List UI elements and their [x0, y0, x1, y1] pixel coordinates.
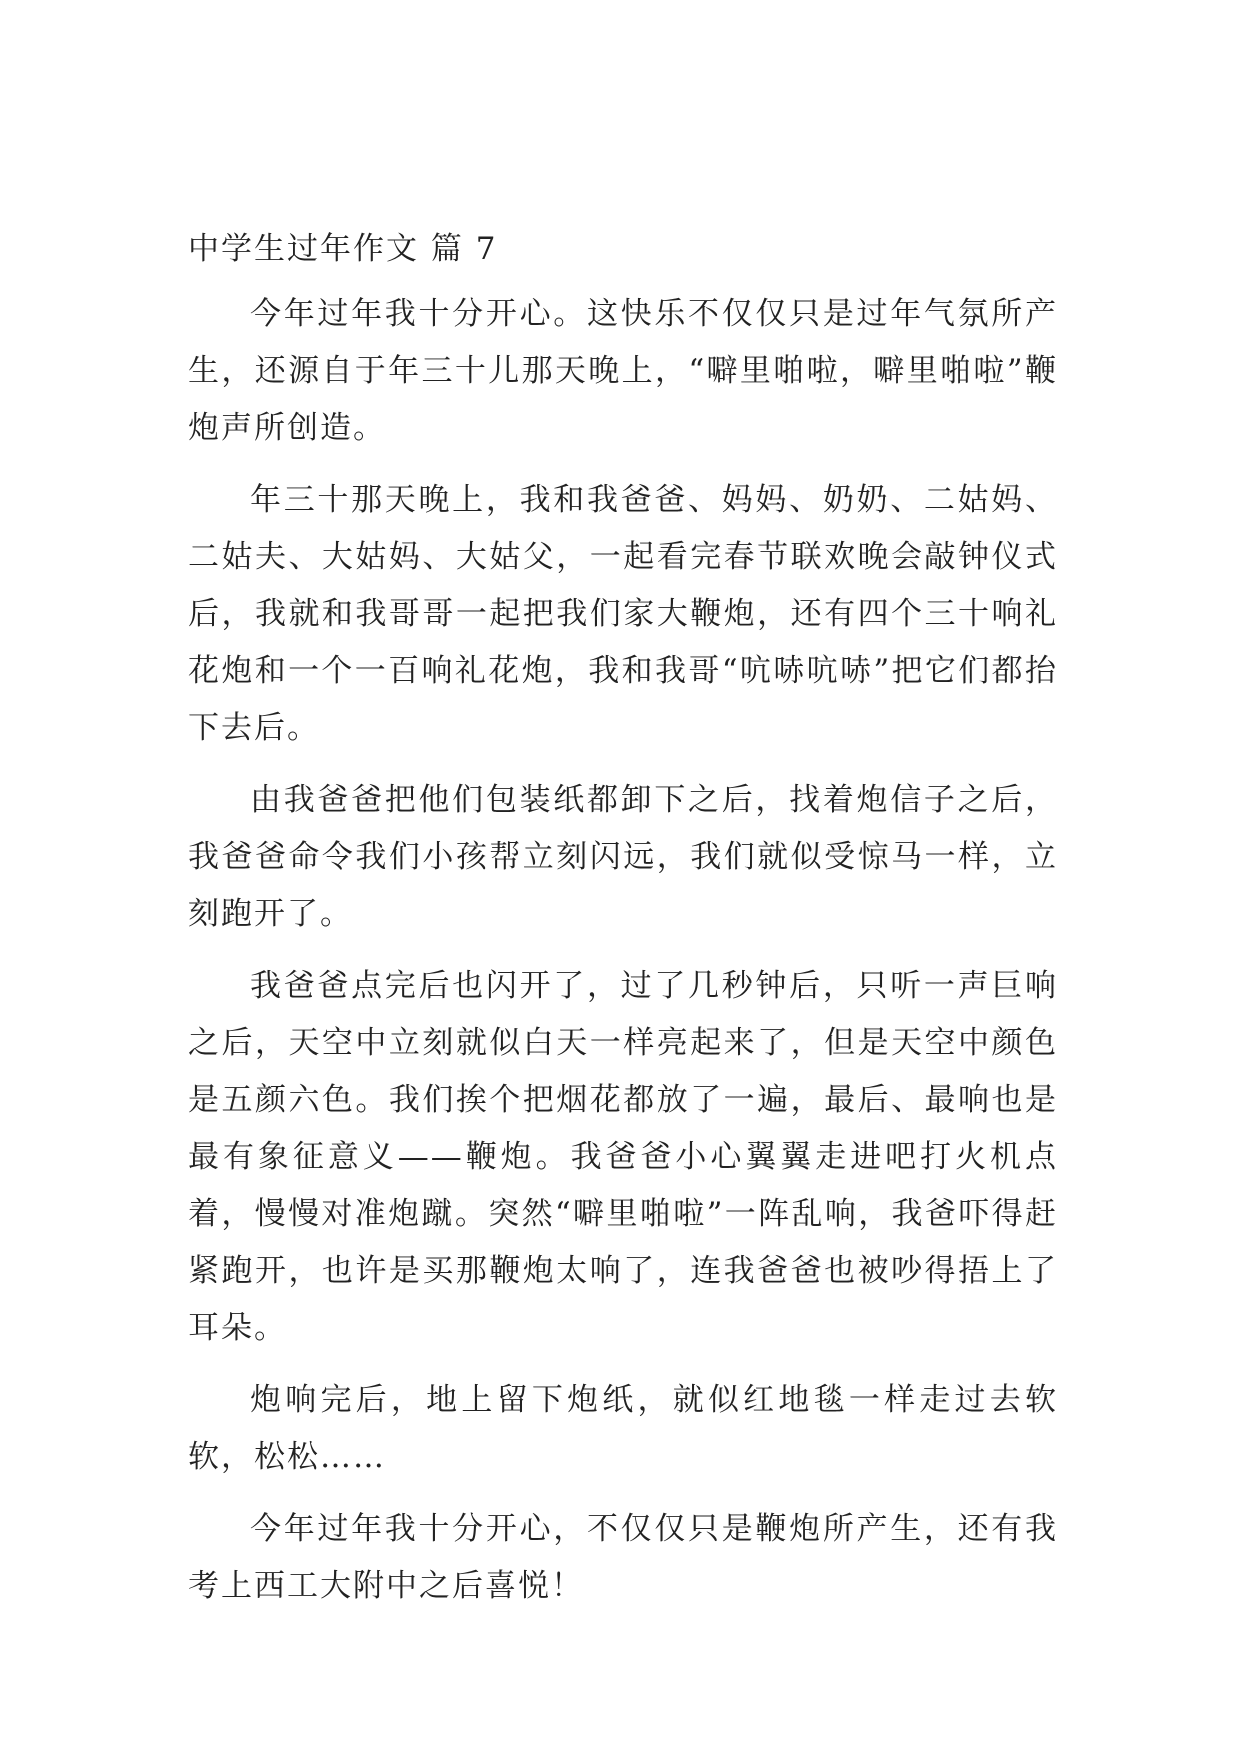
document-content — [188, 226, 1058, 1630]
paragraph-2: 年三十那天晚上，我和我爸爸、妈妈、奶奶、二姑妈、二姑夫、大姑妈、大姑父，一起看完春节联欢晚会敲钟仪式后，我就和我哥哥一起把我们家大鞭炮，还有四个三十响礼花炮和一个一百响礼花炮，我和我哥“吭哧吭哧”把它们都抬下去后。 — [188, 482, 1058, 746]
paragraph-5: 炮响完后，地上留下炮纸，就似红地毯一样走过去软软，松松…… — [188, 1382, 1058, 1475]
document-title: 中学生过年作文 篇 7 — [188, 231, 498, 267]
paragraph-1: 今年过年我十分开心。这快乐不仅仅只是过年气氛所产生，还源自于年三十儿那天晚上，“噼里啪啦，噼里啪啦”鞭炮声所创造。 — [188, 296, 1058, 446]
paragraph-4: 我爸爸点完后也闪开了，过了几秒钟后，只听一声巨响之后，天空中立刻就似白天一样亮起来了，但是天空中颜色是五颜六色。我们挨个把烟花都放了一遍，最后、最响也是最有象征意义——鞭炮。我爸爸小心翼翼走进吧打火机点着，慢慢对准炮蹴。突然“噼里啪啦”一阵乱响，我爸吓得赶紧跑开，也许是买那鞭炮太响了，连我爸爸也被吵得捂上了耳朵。 — [188, 968, 1058, 1346]
paragraph-3: 由我爸爸把他们包装纸都卸下之后，找着炮信子之后，我爸爸命令我们小孩帮立刻闪远，我们就似受惊马一样，立刻跑开了。 — [188, 782, 1058, 932]
paragraph-6: 今年过年我十分开心，不仅仅只是鞭炮所产生，还有我考上西工大附中之后喜悦！ — [188, 1511, 1058, 1604]
